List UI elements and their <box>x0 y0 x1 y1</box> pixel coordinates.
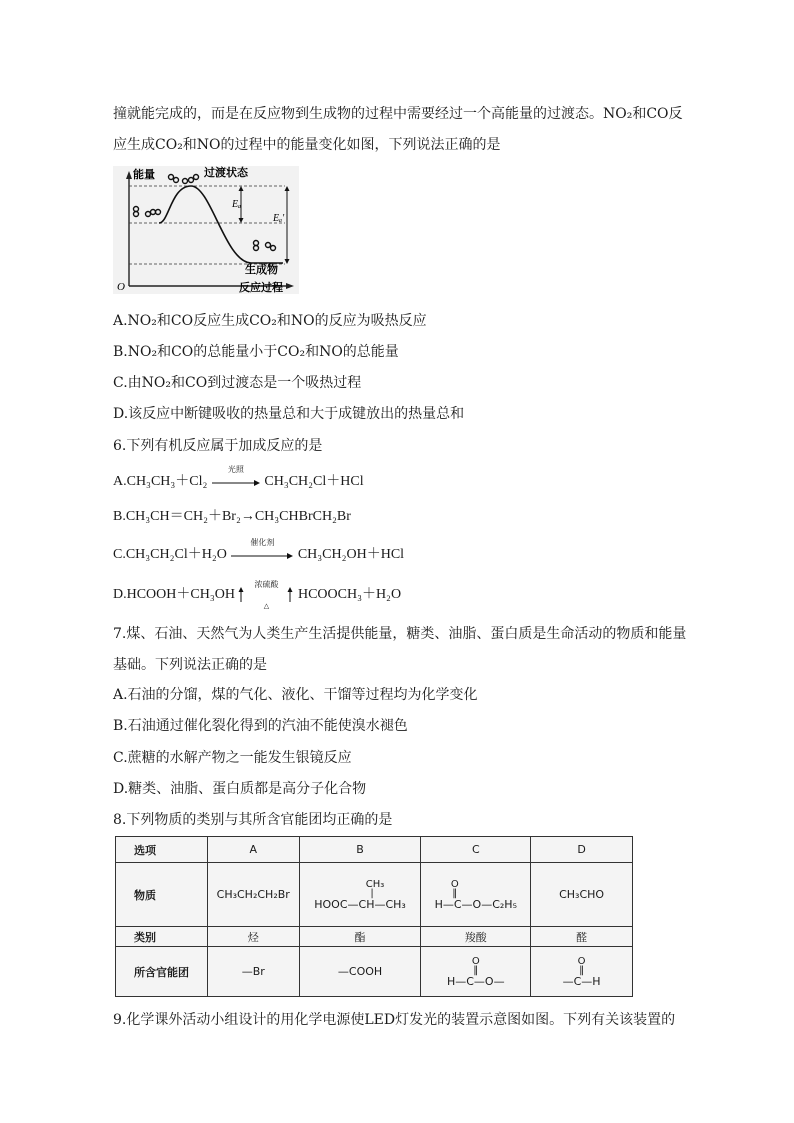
q7-stem-line-2: 基础。下列说法正确的是 <box>113 657 267 673</box>
q6-c-reactants: C.CH₃CH₂Cl＋H₂O <box>113 547 227 562</box>
q6-a-reactants: A.CH₃CH₃＋Cl₂ <box>113 474 208 489</box>
substance-c-oxygen: O <box>450 878 459 890</box>
group-d <box>531 947 633 997</box>
q6-option-a <box>113 464 364 492</box>
q6-a-condition: 光照 <box>227 464 244 474</box>
q5-option-d: D.该反应中断键吸收的热量总和大于成键放出的热量总和 <box>113 406 465 422</box>
q6-stem: 6.下列有机反应属于加成反应的是 <box>113 438 323 454</box>
row-head-option: 选项 <box>116 837 208 863</box>
table-row <box>116 837 633 863</box>
category-b: 酯 <box>299 927 421 947</box>
peak-label: 过渡状态 <box>204 166 248 179</box>
group-c-chain: H—C—O— <box>446 974 505 988</box>
q6-c-condition: 催化剂 <box>250 537 275 547</box>
q6-option-c <box>113 537 405 565</box>
y-axis-label: 能量 <box>133 168 155 181</box>
arrow-right-icon <box>211 477 261 489</box>
substance-b-methyl: CH₃ <box>365 878 385 890</box>
table-row <box>116 863 633 927</box>
q7-option-d: D.糖类、油脂、蛋白质都是高分子化合物 <box>113 781 367 797</box>
col-head-c: C <box>421 837 531 863</box>
category-d: 醛 <box>531 927 633 947</box>
group-c-double-bond: ‖ <box>473 964 479 976</box>
row-head-functional-group: 所含官能团 <box>116 947 208 997</box>
group-a: —Br <box>207 947 299 997</box>
substance-c-chain: H—C—O—C₂H₅ <box>434 897 517 911</box>
q6-a-products: CH₃CH₂Cl＋HCl <box>264 474 364 489</box>
substance-b <box>299 863 421 927</box>
q6-d-arrow <box>238 579 294 610</box>
q9-stem: 9.化学课外活动小组设计的用化学电源使LED灯发光的装置示意图如图。下列有关该装置的 <box>113 1012 676 1028</box>
q7-option-c: C.蔗糖的水解产物之一能发生银镜反应 <box>113 750 352 766</box>
col-head-d: D <box>531 837 633 863</box>
group-d-oxygen: O <box>577 955 586 967</box>
x-axis-label: 反应过程 <box>239 281 283 294</box>
energy-diagram <box>113 166 299 294</box>
q5-option-a: A.NO₂和CO反应生成CO₂和NO的反应为吸热反应 <box>113 313 427 329</box>
category-c: 羧酸 <box>421 927 531 947</box>
q6-d-condition-heat: △ <box>263 601 270 610</box>
substance-a: CH₃CH₂CH₂Br <box>207 863 299 927</box>
origin-label: O <box>117 281 125 293</box>
col-head-a: A <box>207 837 299 863</box>
col-head-b: B <box>299 837 421 863</box>
row-head-substance: 物质 <box>116 863 208 927</box>
q8-stem: 8.下列物质的类别与其所含官能团均正确的是 <box>113 812 393 828</box>
intro-line-2: 应生成CO₂和NO的过程中的能量变化如图，下列说法正确的是 <box>113 137 501 153</box>
group-b: —COOH <box>299 947 421 997</box>
substance-b-bond: | <box>370 887 374 899</box>
substance-c-double-bond: ‖ <box>452 887 458 899</box>
q7-stem-line-1: 7.煤、石油、天然气为人类生产生活提供能量，糖类、油脂、蛋白质是生命活动的物质和能量 <box>113 626 687 642</box>
group-c <box>421 947 531 997</box>
ea-label: Eₐ <box>232 199 242 210</box>
category-a: 烃 <box>207 927 299 947</box>
q6-d-reactants: D.HCOOH＋CH₃OH <box>113 587 235 602</box>
product-label: 生成物 <box>245 263 278 276</box>
q5-option-b: B.NO₂和CO的总能量小于CO₂和NO的总能量 <box>113 344 399 360</box>
table-row <box>116 927 633 947</box>
q6-c-products: CH₃CH₂OH＋HCl <box>297 547 405 562</box>
q8-options-table <box>115 836 633 996</box>
table-row <box>116 947 633 997</box>
q5-option-c: C.由NO₂和CO到过渡态是一个吸热过程 <box>113 375 362 391</box>
substance-d: CH₃CHO <box>531 863 633 927</box>
q6-option-d <box>113 579 402 610</box>
q6-c-arrow <box>230 537 294 561</box>
substance-b-chain: HOOC—CH—CH₃ <box>314 897 406 911</box>
group-d-double-bond: ‖ <box>579 964 585 976</box>
substance-c <box>421 863 531 927</box>
ea-prime-label: Eₐ′ <box>273 213 285 224</box>
row-head-category: 类别 <box>116 927 208 947</box>
arrow-right-icon <box>230 550 294 562</box>
group-c-oxygen: O <box>471 955 480 967</box>
intro-line-1: 撞就能完成的，而是在反应物到生成物的过程中需要经过一个高能量的过渡态。NO₂和CO反 <box>113 106 683 122</box>
q6-d-products: HCOOCH₃＋H₂O <box>297 587 402 602</box>
q6-option-b: B.CH₃CH＝CH₂＋Br₂→CH₃CHBrCH₂Br <box>113 509 351 524</box>
q7-option-b: B.石油通过催化裂化得到的汽油不能使溴水褪色 <box>113 718 408 734</box>
q6-a-arrow <box>211 464 261 488</box>
q6-d-condition: 浓硫酸 <box>254 579 279 589</box>
q7-option-a: A.石油的分馏，煤的气化、液化、干馏等过程均为化学变化 <box>113 687 478 703</box>
group-d-chain: —C—H <box>562 974 601 988</box>
